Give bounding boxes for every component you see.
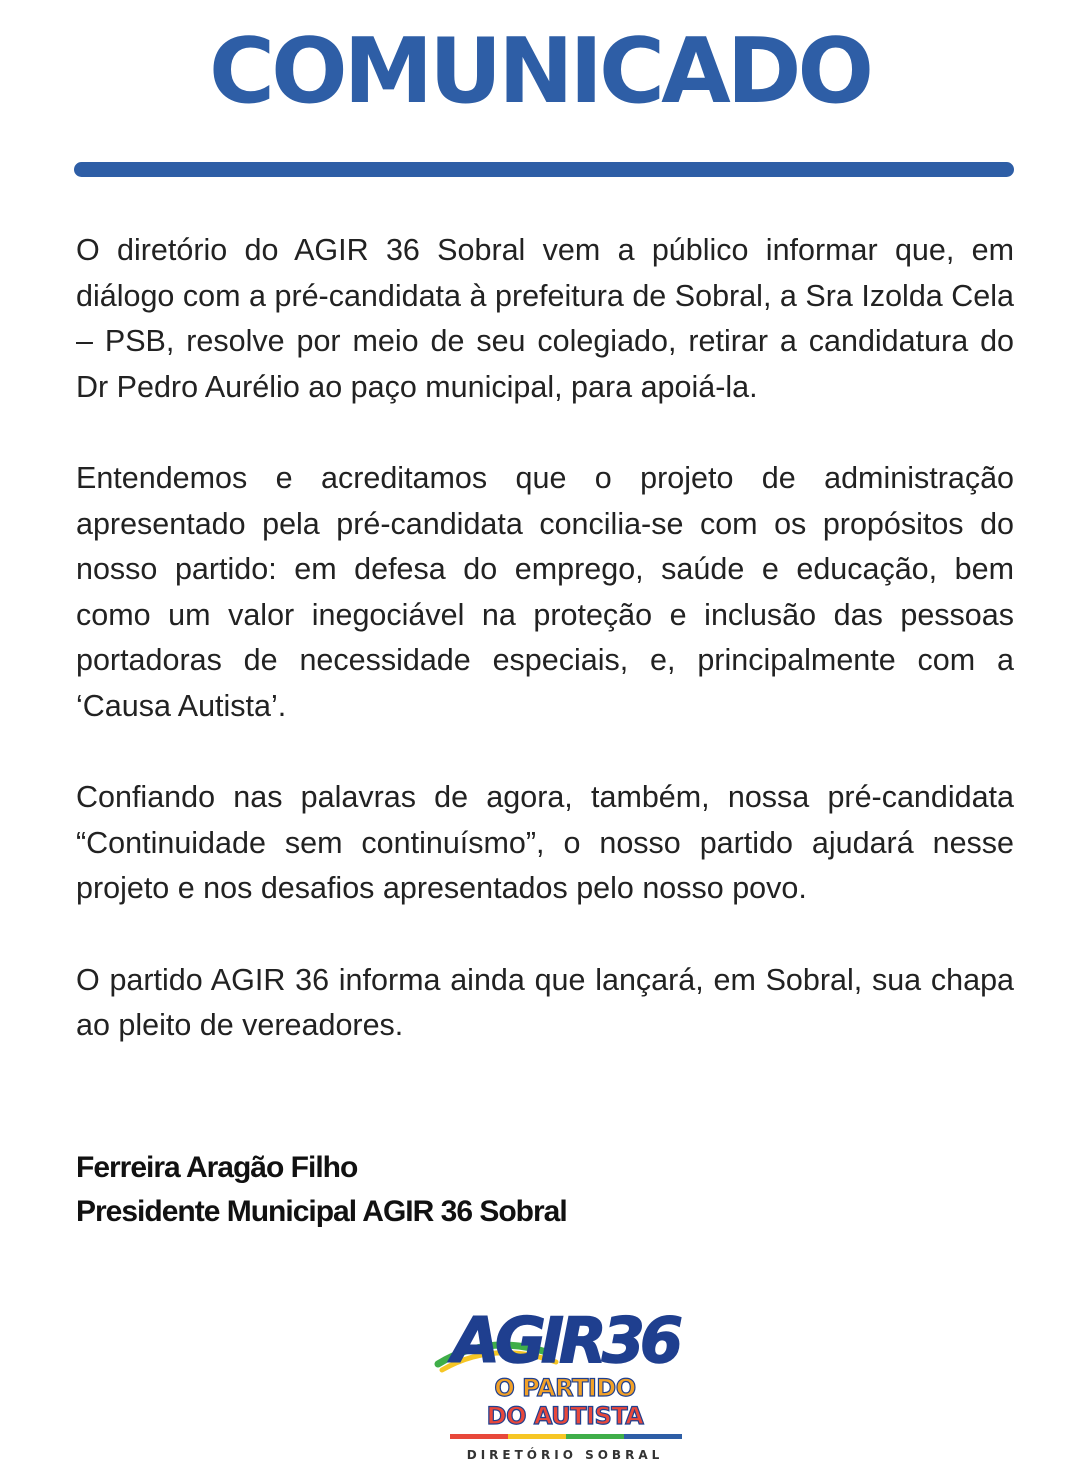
logo-stripe-blue bbox=[624, 1434, 682, 1439]
announcement-body bbox=[76, 228, 1014, 1095]
logo-stripe-yellow bbox=[508, 1434, 566, 1439]
logo-slogan-line1: O PARTIDO bbox=[494, 1374, 636, 1402]
signature-block bbox=[76, 1146, 976, 1234]
agir36-logo bbox=[420, 1296, 710, 1471]
logo-stripe-red bbox=[450, 1434, 508, 1439]
logo-subtitle: DIRETÓRIO SOBRAL bbox=[466, 1448, 664, 1462]
logo-slogan-line2: DO AUTISTA bbox=[486, 1402, 644, 1430]
signatory-name: Ferreira Aragão Filho bbox=[76, 1151, 358, 1184]
title-divider bbox=[74, 162, 1014, 177]
paragraph-1: O diretório do AGIR 36 Sobral vem a público informar que, em diálogo com a pré-candidata à prefeitura de Sobral, a Sra Izolda Cela – PSB, resolve por meio de seu colegiado, retirar a candidatura do Dr Pedro Aurélio ao paço municipal, para apoiá-la. bbox=[76, 233, 1014, 404]
logo-wordmark: AGIR36 bbox=[452, 1304, 678, 1377]
page-title: COMUNICADO bbox=[209, 19, 870, 124]
paragraph-4: O partido AGIR 36 informa ainda que lançará, em Sobral, sua chapa ao pleito de vereadores. bbox=[76, 962, 1014, 1042]
logo-stripe-green bbox=[566, 1434, 624, 1439]
signatory-role: Presidente Municipal AGIR 36 Sobral bbox=[76, 1195, 567, 1228]
paragraph-2: Entendemos e acreditamos que o projeto de administração apresentado pela pré-candidata concilia-se com os propósitos do nosso partido: em defesa do emprego, saúde e educação, bem como um valor inegociável na proteção e inclusão das pessoas portadoras de necessidade especiais, e, principalmente com a ‘Causa Autista’. bbox=[76, 461, 1014, 723]
paragraph-3: Confiando nas palavras de agora, também, nossa pré-candidata “Continuidade sem continuísmo”, o nosso partido ajudará nesse projeto e nos desafios apresentados pelo nosso povo. bbox=[76, 780, 1014, 905]
